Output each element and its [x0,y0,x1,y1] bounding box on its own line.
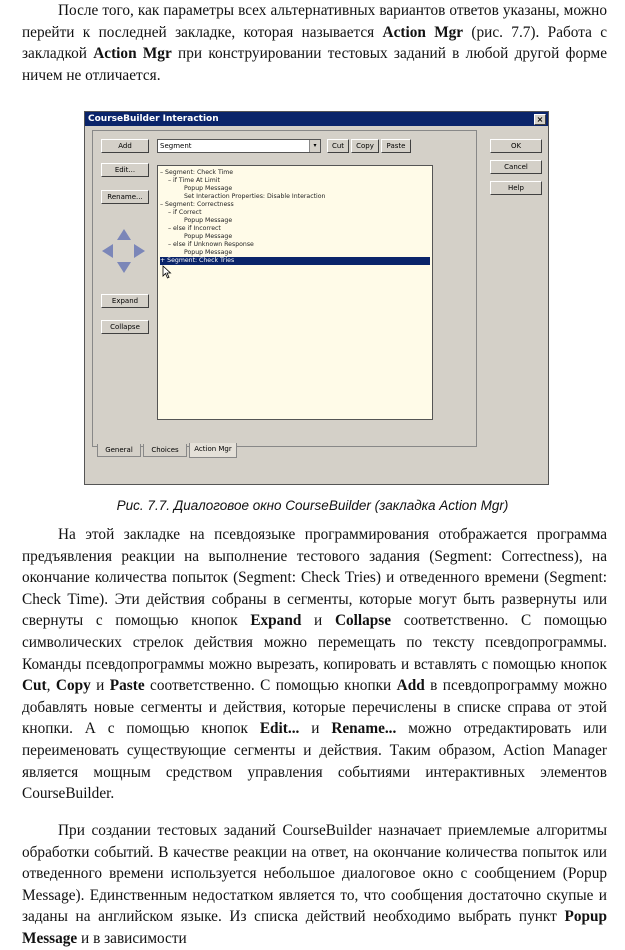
tree-item[interactable]: Popup Message [184,233,233,240]
tree-item[interactable]: – if Time At Limit [168,177,220,184]
body1-bold-cut: Cut [22,677,47,695]
coursebuilder-dialog [84,111,549,485]
body1-bold-collapse: Collapse [334,612,392,630]
body1-text-9: можно отредактировать или переименовать существующие сегменты и действия. Таким образом, Action Manager является мощным средством управления событиями интерактивных элементов CourseBuilder. [22,720,607,803]
tab-choices[interactable]: Choices [143,444,187,457]
tree-item[interactable]: Popup Message [184,249,233,256]
tree-item[interactable]: Set Interaction Properties: Disable Interaction [184,193,326,200]
move-left-icon[interactable] [102,244,113,258]
collapse-button[interactable]: Collapse [101,320,149,334]
intro-text-2: (рис. 7.7). Работа с закладкой [22,23,607,63]
mouse-cursor-icon [162,265,172,279]
body1-text-8: и [299,720,332,738]
body1-text-7: в псевдопрограмму можно добавлять новые сегменты и действия, которые перечислены в списке справа от этой кнопки. А с помощью кнопок [22,677,607,738]
expand-button[interactable]: Expand [101,294,149,308]
body2-bold-popup-message: Popup Message [22,908,607,947]
intro-bold-action-mgr: Action Mgr [382,23,464,41]
intro-paragraph [22,0,607,86]
tree-item[interactable]: – else if Unknown Response [168,241,254,248]
intro-text-3: при конструировании тестовых заданий в любой другой форме ничем не отличается. [22,45,607,84]
body1-text-5: и [90,677,110,695]
body-paragraph-1 [22,524,607,805]
body1-text-6: соответственно. С помощью кнопки [144,677,397,695]
move-down-icon[interactable] [117,262,131,273]
paste-button[interactable]: Paste [381,139,411,153]
tab-action-mgr[interactable]: Action Mgr [189,443,237,458]
dialog-title: CourseBuilder Interaction [88,114,219,124]
body1-bold-edit: Edit... [259,720,300,738]
body1-text-3: соответственно. С помощью символических стрелок действия можно перемещать по тексту псевдопрограммы. Команды псевдопрограммы можно вырезать, копировать и вставлять с помощью кнопок [22,612,607,673]
tree-item[interactable]: Popup Message [184,217,233,224]
body2-text-1: При создании тестовых заданий CourseBuilder назначает приемлемые алгоритмы обработки событий. В качестве реакции на ответ, на окончание количества попыток или отведенного времени используется небольшое диалоговое окно с сообщением (Popup Message). Единственным недостатком является то, что сообщения достаточно скупые и заданы на английском языке. Из списка действий необходимо выбрать пункт [22,822,607,926]
body1-bold-add: Add [396,677,425,695]
tree-item-selected[interactable]: + Segment: Check Tries [160,257,430,265]
action-tree[interactable] [157,165,433,420]
figure-caption: Рис. 7.7. Диалоговое окно CourseBuilder (закладка Action Mgr) [116,498,509,513]
tab-panel [92,130,477,447]
tree-item[interactable]: – Segment: Check Time [160,169,234,176]
tree-item[interactable]: – Segment: Correctness [160,201,234,208]
dialog-titlebar [85,112,548,126]
ok-button[interactable]: OK [490,139,542,153]
body1-bold-copy: Copy [55,677,91,695]
add-button[interactable]: Add [101,139,149,153]
move-up-icon[interactable] [117,229,131,240]
body2-text-2: и в зависимости [77,929,187,947]
cut-button[interactable]: Cut [327,139,349,153]
edit-button[interactable]: Edit... [101,163,149,177]
body-paragraph-2 [22,820,607,950]
body1-text-1: На этой закладке на псевдоязыке программирования отображается программа предъявления реакции на выполнение тестового задания (Segment: Correctness), на окончание количества попыток (Segment: Check Tries) и отведенного времени (Segment: Check Time). Эти действия собраны в сегменты, которые могут быть развернуты или свернуты с помощью кнопок [22,526,607,630]
cancel-button[interactable]: Cancel [490,160,542,174]
body1-bold-rename: Rename... [331,720,397,738]
segment-dropdown[interactable] [157,139,321,153]
body1-text-2: и [301,612,335,630]
intro-bold-action-mgr-2: Action Mgr [93,45,172,63]
chevron-down-icon[interactable]: ▾ [309,140,320,152]
tab-general[interactable]: General [97,444,141,457]
rename-button[interactable]: Rename... [101,190,149,204]
move-right-icon[interactable] [134,244,145,258]
close-icon[interactable]: × [534,114,546,125]
segment-dropdown-value: Segment [160,142,192,150]
tree-item[interactable]: – if Correct [168,209,202,216]
body1-text-4: , [46,677,56,695]
tree-item[interactable]: Popup Message [184,185,233,192]
intro-text-1: После того, как параметры всех альтернативных вариантов ответов указаны, можно перейти к последней закладке, которая называется [22,2,607,41]
copy-button[interactable]: Copy [351,139,379,153]
body1-bold-expand: Expand [250,612,302,630]
help-button[interactable]: Help [490,181,542,195]
body1-bold-paste: Paste [109,677,145,695]
tree-item[interactable]: – else if Incorrect [168,225,221,232]
